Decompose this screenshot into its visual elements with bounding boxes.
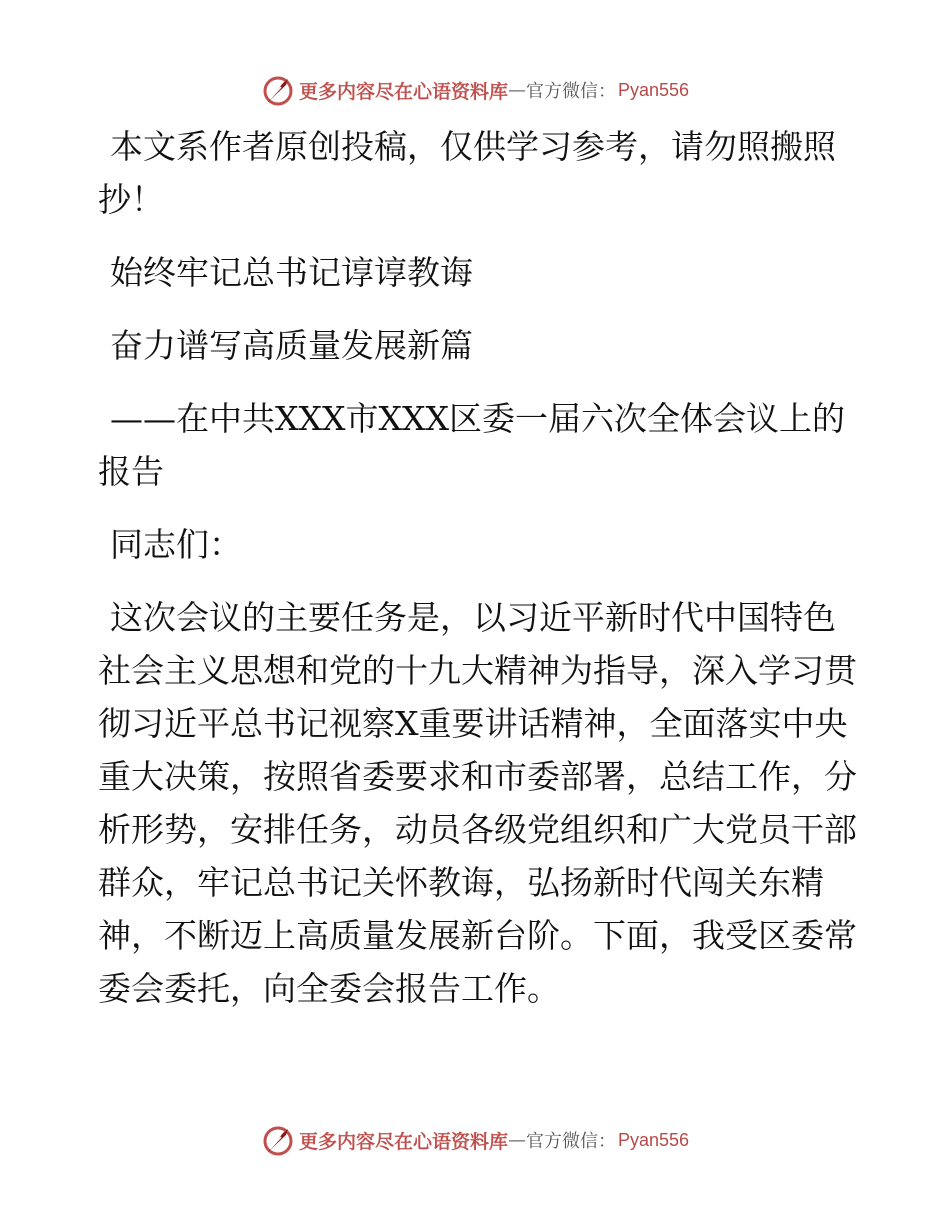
site-name-text: 更多内容尽在心语资料库	[298, 1130, 508, 1153]
title-line-2-text: 奋力谱写高质量发展新篇	[110, 326, 473, 365]
site-name-text: 更多内容尽在心语资料库	[298, 80, 508, 103]
title-line-1	[98, 246, 858, 299]
header-watermark-banner	[0, 70, 950, 110]
wechat-id: Pyan556	[617, 79, 690, 100]
subtitle-text: ——在中共XXX市XXX区委一届六次全体会议上的报告	[98, 399, 845, 491]
banner-dash: —	[507, 1129, 526, 1151]
paragraph-1-text: 这次会议的主要任务是，以习近平新时代中国特色社会主义思想和党的十九大精神为指导，深入学习贯彻习近平总书记视察X重要讲话精神，全面落实中央重大决策，按照省委要求和市委部署，总结工作，分析形势，安排任务，动员各级党组织和广大党员干部群众，牢记总书记关怀教诲，弘扬新时代闯关东精神，不断迈上高质量发展新台阶。下面，我受区委常委会委托，向全委会报告工作。	[98, 598, 857, 1008]
wechat-id: Pyan556	[617, 1129, 690, 1150]
title-line-2	[98, 319, 858, 372]
wechat-label: 官方微信：	[525, 81, 616, 102]
subtitle	[98, 392, 858, 498]
paragraph-1	[98, 591, 858, 1015]
wechat-label: 官方微信：	[525, 1131, 616, 1152]
copyright-notice	[98, 120, 858, 226]
salutation-text: 同志们：	[110, 525, 242, 564]
banner-dash: —	[507, 79, 526, 101]
brush-pen-logo-icon	[261, 73, 295, 107]
title-line-1-text: 始终牢记总书记谆谆教诲	[110, 253, 473, 292]
salutation	[98, 518, 858, 571]
document-body	[98, 120, 858, 1035]
copyright-notice-text: 本文系作者原创投稿，仅供学习参考，请勿照搬照抄！	[98, 127, 836, 219]
footer-watermark-banner	[0, 1120, 950, 1160]
brush-pen-logo-icon	[261, 1123, 295, 1157]
